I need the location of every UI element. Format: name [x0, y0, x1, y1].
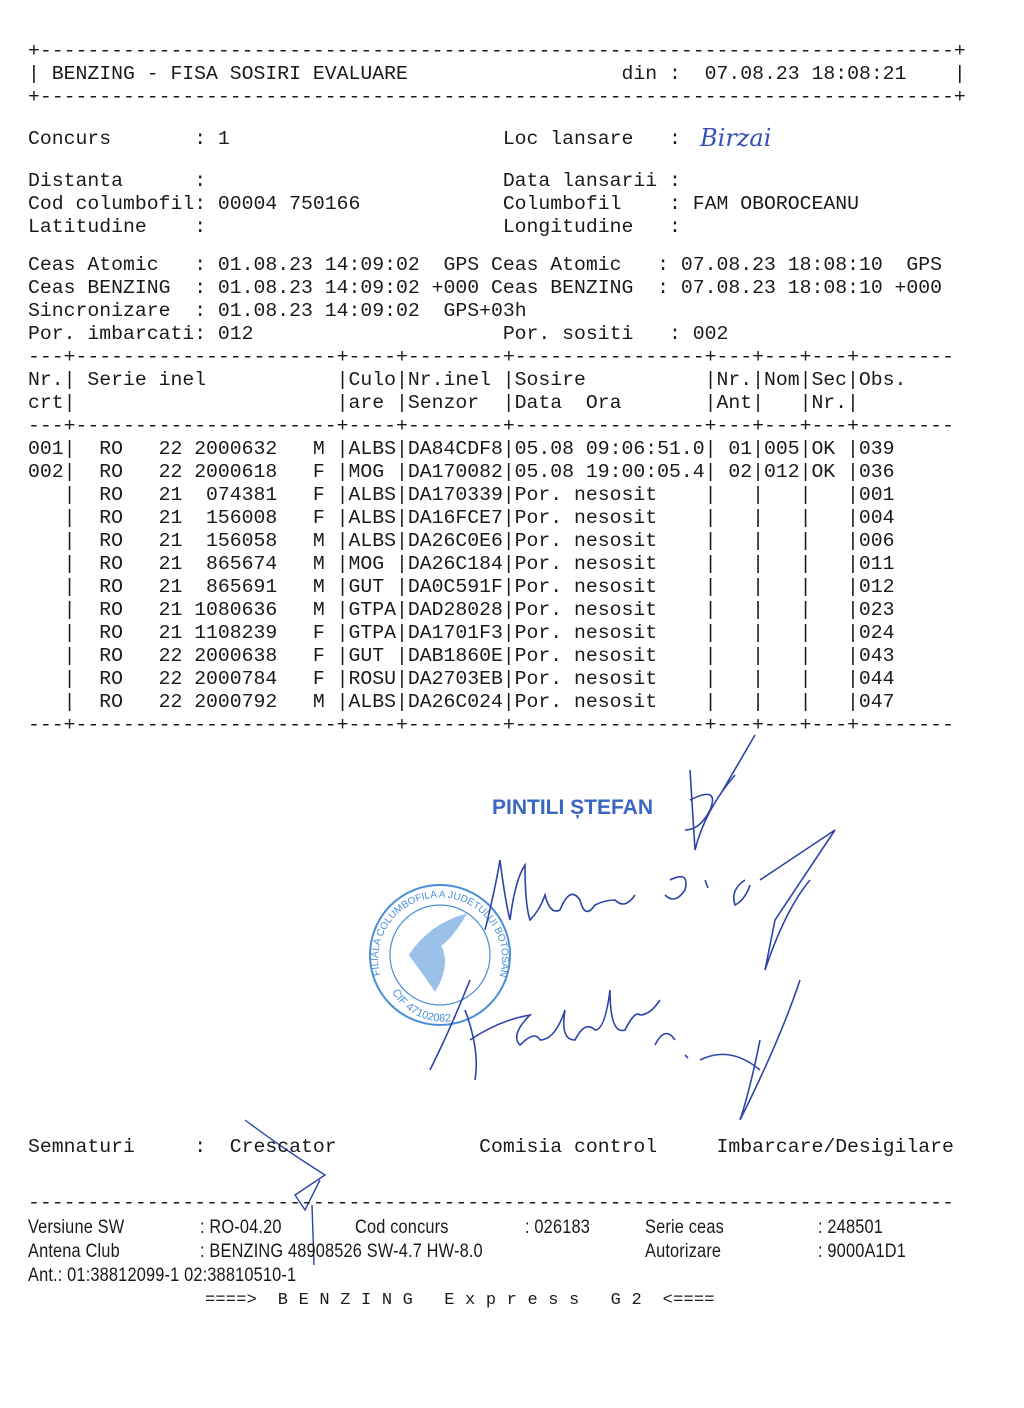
- senzor: DA84CDF8: [407, 438, 503, 460]
- column-separator: |: [502, 691, 515, 713]
- column-separator: |: [63, 622, 76, 644]
- column-separator: |: [847, 392, 859, 414]
- din-label: din :: [621, 63, 681, 85]
- column-separator: |: [395, 622, 408, 644]
- column-separator: |: [752, 392, 764, 414]
- column-separator: |: [752, 691, 764, 713]
- column-separator: |: [847, 645, 859, 667]
- ring-year: 22: [158, 668, 183, 690]
- header-sosire: Sosire: [514, 369, 586, 391]
- column-separator: |: [704, 461, 717, 483]
- column-separator: |: [63, 507, 76, 529]
- header-senzor: Nr.inel: [407, 369, 491, 391]
- header-obs: Obs.: [858, 369, 907, 391]
- document-title: BENZING - FISA SOSIRI EVALUARE: [51, 63, 408, 85]
- column-separator: |: [752, 622, 764, 644]
- concurs-label: Concurs :: [28, 128, 207, 150]
- column-separator: |: [502, 553, 515, 575]
- column-separator: |: [336, 691, 349, 713]
- antenna-ids: Ant.: 01:38812099-1 02:38810510-1: [28, 1265, 297, 1286]
- column-separator: |: [704, 645, 717, 667]
- column-separator: |: [799, 438, 812, 460]
- ring-year: 22: [158, 461, 183, 483]
- autorizare-label: Autorizare: [645, 1241, 722, 1262]
- ring-year: 21: [158, 530, 183, 552]
- table-rule-top: ---+----------------------+----+--------+----------------+---+---+---+--------: [28, 346, 954, 368]
- column-separator: |: [847, 599, 859, 621]
- signature-munteanu: [485, 830, 835, 970]
- column-separator: |: [752, 369, 764, 391]
- column-separator: |: [752, 484, 764, 506]
- ring-year: 21: [158, 622, 183, 644]
- column-separator: |: [63, 599, 76, 621]
- column-separator: |: [502, 507, 515, 529]
- obs: 036: [858, 461, 895, 483]
- culoare: GTPA: [348, 622, 396, 644]
- cod-columbofil-value: 00004 750166: [217, 193, 361, 215]
- ring-country: RO: [99, 668, 123, 690]
- column-separator: |: [63, 691, 76, 713]
- longitudine-label: Longitudine :: [502, 216, 681, 238]
- column-separator: |: [704, 507, 717, 529]
- culoare: MOG: [348, 461, 385, 483]
- obs: 006: [858, 530, 895, 552]
- column-separator: |: [63, 668, 76, 690]
- column-separator: |: [799, 668, 812, 690]
- signature-comisia-label: Comisia control: [479, 1136, 658, 1158]
- ring-number: 865674: [206, 553, 278, 575]
- column-separator: |: [395, 553, 408, 575]
- cod-columbofil-label: Cod columbofil:: [28, 193, 207, 215]
- footer-rule: ------------------------------------------------------------------------------: [28, 1192, 954, 1214]
- ring-country: RO: [99, 599, 123, 621]
- column-separator: |: [799, 392, 812, 414]
- senzor: DA1701F3: [407, 622, 503, 644]
- column-separator: |: [395, 461, 408, 483]
- column-separator: |: [847, 553, 859, 575]
- semnaturi-label: Semnaturi :: [28, 1136, 207, 1158]
- ring-country: RO: [99, 438, 123, 460]
- column-separator: |: [63, 369, 76, 391]
- sosire: Por. nesosit: [514, 691, 658, 713]
- obs: 011: [858, 553, 895, 575]
- column-separator: |: [336, 668, 349, 690]
- ring-number: 2000784: [194, 668, 278, 690]
- column-separator: |: [336, 369, 349, 391]
- sosire: Por. nesosit: [514, 507, 658, 529]
- culoare: ALBS: [348, 530, 396, 552]
- ring-year: 21: [158, 484, 183, 506]
- column-separator: |: [799, 576, 812, 598]
- column-separator: |: [336, 622, 349, 644]
- column-separator: |: [63, 576, 76, 598]
- seal-text: FILIALA COLUMBOFILA A JUDETULUI BOTOSAN: [369, 889, 511, 979]
- column-separator: |: [395, 668, 408, 690]
- column-separator: |: [395, 438, 408, 460]
- column-separator: |: [336, 507, 349, 529]
- seal-stamp: [370, 885, 510, 1025]
- column-separator: |: [752, 645, 764, 667]
- ring-country: RO: [99, 530, 123, 552]
- column-separator: |: [799, 622, 812, 644]
- column-separator: |: [395, 576, 408, 598]
- column-separator: |: [704, 553, 717, 575]
- culoare: ALBS: [348, 484, 396, 506]
- header-right-border: |: [953, 63, 966, 85]
- column-separator: |: [704, 622, 717, 644]
- column-separator: |: [502, 599, 515, 621]
- column-separator: |: [752, 668, 764, 690]
- column-separator: |: [502, 484, 515, 506]
- column-separator: |: [847, 622, 859, 644]
- column-separator: |: [704, 691, 717, 713]
- obs: 044: [858, 668, 895, 690]
- column-separator: |: [395, 530, 408, 552]
- ring-country: RO: [99, 576, 123, 598]
- column-separator: |: [847, 691, 859, 713]
- ring-country: RO: [99, 484, 123, 506]
- senzor: DA0C591F: [407, 576, 503, 598]
- ring-country: RO: [99, 622, 123, 644]
- column-separator: |: [799, 484, 812, 506]
- table-rule-bottom: ---+----------------------+----+--------+----------------+---+---+---+--------: [28, 714, 954, 736]
- signature-pintili: [685, 735, 755, 850]
- column-separator: |: [395, 484, 408, 506]
- ring-number: 2000618: [194, 461, 278, 483]
- column-separator: |: [752, 507, 764, 529]
- nr: 001: [28, 438, 64, 460]
- column-separator: |: [704, 369, 717, 391]
- column-separator: |: [704, 576, 717, 598]
- column-separator: |: [336, 553, 349, 575]
- senzor: DA2703EB: [407, 668, 503, 690]
- senzor: DA170082: [407, 461, 503, 483]
- ring-number: 2000632: [194, 438, 278, 460]
- nom: 012: [763, 461, 800, 483]
- culoare: ALBS: [348, 691, 396, 713]
- ring-sex: F: [312, 461, 325, 483]
- obs: 023: [858, 599, 895, 621]
- column-separator: |: [502, 668, 515, 690]
- culoare: ALBS: [348, 438, 396, 460]
- printed-name-stamp: PINTILI ȘTEFAN: [492, 796, 654, 819]
- column-separator: |: [799, 691, 812, 713]
- antena-label: Antena Club: [28, 1241, 120, 1262]
- header-culoare: Culo: [348, 369, 396, 391]
- ring-sex: M: [312, 553, 325, 575]
- versiune-value: : RO-04.20: [200, 1217, 282, 1238]
- senzor: DA26C0E6: [407, 530, 503, 552]
- header-left-border: |: [28, 63, 40, 85]
- culoare: ALBS: [348, 507, 396, 529]
- culoare: GTPA: [348, 599, 396, 621]
- ring-number: 1080636: [194, 599, 278, 621]
- ring-number: 2000638: [194, 645, 278, 667]
- senzor: DAD28028: [407, 599, 503, 621]
- column-separator: |: [395, 369, 408, 391]
- column-separator: |: [502, 392, 515, 414]
- column-separator: |: [799, 553, 812, 575]
- ring-sex: F: [312, 507, 325, 529]
- ant: 02: [728, 461, 753, 483]
- column-separator: |: [704, 668, 717, 690]
- column-separator: |: [336, 530, 349, 552]
- ring-year: 21: [158, 599, 183, 621]
- ring-sex: F: [312, 484, 325, 506]
- sosire: Por. nesosit: [514, 530, 658, 552]
- column-separator: |: [336, 484, 349, 506]
- sosire: 05.08 19:00:05.4: [514, 461, 705, 483]
- versiune-label: Versiune SW: [28, 1217, 125, 1238]
- column-separator: |: [502, 645, 515, 667]
- ring-number: 2000792: [194, 691, 278, 713]
- senzor: DA16FCE7: [407, 507, 503, 529]
- ring-country: RO: [99, 645, 123, 667]
- column-separator: |: [63, 530, 76, 552]
- ring-country: RO: [99, 691, 123, 713]
- header-rule-bottom: +-----------------------------------------------------------------------------+: [28, 86, 966, 108]
- obs: 004: [858, 507, 895, 529]
- culoare: GUT: [348, 645, 385, 667]
- clock-sync: Sincronizare : 01.08.23 14:09:02 GPS+03h: [28, 300, 527, 322]
- header-sec: Sec: [811, 369, 848, 391]
- ring-year: 22: [158, 438, 183, 460]
- ring-year: 21: [158, 507, 183, 529]
- column-separator: |: [704, 530, 717, 552]
- pigeons-arrived: Por. sositi : 002: [502, 323, 729, 345]
- column-separator: |: [752, 599, 764, 621]
- nom: 005: [763, 438, 800, 460]
- column-separator: |: [63, 645, 76, 667]
- column-separator: |: [752, 438, 764, 460]
- header-rule-top: +-----------------------------------------------------------------------------+: [28, 40, 966, 62]
- column-separator: |: [847, 530, 859, 552]
- clock-right-atomic: Ceas Atomic : 07.08.23 18:08:10 GPS: [490, 254, 943, 276]
- signature-crescator-label: Crescator: [229, 1136, 337, 1158]
- culoare: ROSU: [348, 668, 396, 690]
- columbofil-label: Columbofil :: [502, 193, 681, 215]
- header-culoare: are: [348, 392, 385, 414]
- culoare: MOG: [348, 553, 385, 575]
- brand-line: ====> B E N Z I N G E x p r e s s G 2 <====: [205, 1291, 715, 1310]
- serie-ceas-value: : 248501: [818, 1217, 883, 1238]
- column-separator: |: [336, 599, 349, 621]
- column-separator: |: [847, 507, 859, 529]
- signature-hardach: [430, 980, 800, 1120]
- pigeons-basketed: Por. imbarcati: 012: [28, 323, 254, 345]
- serie-ceas-label: Serie ceas: [645, 1217, 724, 1238]
- header-serie: Serie inel: [75, 369, 207, 391]
- header-sec: Nr.: [811, 392, 848, 414]
- header-ant: Nr.: [716, 369, 753, 391]
- header-sosire: Data Ora: [514, 392, 622, 414]
- column-separator: |: [395, 507, 408, 529]
- column-separator: |: [502, 438, 515, 460]
- cod-concurs-value: : 026183: [525, 1217, 590, 1238]
- print-datetime: 07.08.23 18:08:21: [704, 63, 907, 85]
- column-separator: |: [395, 645, 408, 667]
- data-lansarii-label: Data lansarii :: [502, 170, 681, 192]
- column-separator: |: [704, 484, 717, 506]
- senzor: DA170339: [407, 484, 503, 506]
- ring-sex: M: [312, 530, 325, 552]
- column-separator: |: [336, 576, 349, 598]
- senzor: DAB1860E: [407, 645, 503, 667]
- sosire: Por. nesosit: [514, 599, 658, 621]
- column-separator: |: [336, 438, 349, 460]
- ring-year: 22: [158, 645, 183, 667]
- obs: 012: [858, 576, 895, 598]
- column-separator: |: [752, 553, 764, 575]
- sec: OK: [811, 461, 836, 483]
- sosire: Por. nesosit: [514, 576, 658, 598]
- senzor: DA26C184: [407, 553, 503, 575]
- obs: 039: [858, 438, 895, 460]
- seal-cif: CIF 47102082: [389, 986, 452, 1025]
- header-senzor: Senzor: [407, 392, 480, 414]
- ant: 01: [728, 438, 753, 460]
- signature-imbarcare-label: Imbarcare/Desigilare: [716, 1136, 954, 1158]
- loc-lansare-handwritten: Birzai: [700, 124, 772, 152]
- ring-number: 1108239: [194, 622, 278, 644]
- cod-concurs-label: Cod concurs: [355, 1217, 449, 1238]
- column-separator: |: [847, 461, 859, 483]
- ring-country: RO: [99, 461, 123, 483]
- ring-number: 074381: [206, 484, 278, 506]
- obs: 043: [858, 645, 895, 667]
- column-separator: |: [63, 461, 76, 483]
- column-separator: |: [63, 484, 76, 506]
- antena-value: : BENZING 48908526 SW-4.7 HW-8.0: [200, 1241, 483, 1262]
- column-separator: |: [704, 599, 717, 621]
- sosire: Por. nesosit: [514, 645, 658, 667]
- ring-number: 156058: [206, 530, 278, 552]
- senzor: DA26C024: [407, 691, 503, 713]
- ring-sex: M: [312, 576, 325, 598]
- column-separator: |: [799, 645, 812, 667]
- ring-year: 22: [158, 691, 183, 713]
- column-separator: |: [799, 369, 812, 391]
- column-separator: |: [63, 392, 76, 414]
- table-rule-mid: ---+----------------------+----+--------+----------------+---+---+---+--------: [28, 415, 954, 437]
- ring-number: 156008: [206, 507, 278, 529]
- sosire: Por. nesosit: [514, 553, 658, 575]
- ring-country: RO: [99, 507, 123, 529]
- ring-year: 21: [158, 553, 183, 575]
- column-separator: |: [502, 530, 515, 552]
- ring-number: 865691: [206, 576, 278, 598]
- autorizare-value: : 9000A1D1: [818, 1241, 907, 1262]
- column-separator: |: [847, 668, 859, 690]
- obs: 047: [858, 691, 895, 713]
- column-separator: |: [395, 691, 408, 713]
- distanta-label: Distanta :: [28, 170, 207, 192]
- column-separator: |: [752, 576, 764, 598]
- column-separator: |: [799, 530, 812, 552]
- header-ant: Ant: [716, 392, 753, 414]
- column-separator: |: [752, 530, 764, 552]
- sosire: Por. nesosit: [514, 622, 658, 644]
- column-separator: |: [799, 599, 812, 621]
- ring-sex: F: [312, 668, 325, 690]
- column-separator: |: [847, 438, 859, 460]
- column-separator: |: [336, 461, 349, 483]
- obs: 024: [858, 622, 895, 644]
- ring-sex: F: [312, 622, 325, 644]
- header-nr: Nr.: [28, 369, 64, 391]
- latitudine-label: Latitudine :: [28, 216, 207, 238]
- loc-lansare-label: Loc lansare :: [502, 128, 681, 150]
- column-separator: |: [63, 438, 76, 460]
- concurs-value: 1: [217, 128, 230, 150]
- sec: OK: [811, 438, 836, 460]
- column-separator: |: [336, 392, 349, 414]
- column-separator: |: [502, 461, 515, 483]
- nr: 002: [28, 461, 64, 483]
- ring-year: 21: [158, 576, 183, 598]
- ring-country: RO: [99, 553, 123, 575]
- column-separator: |: [847, 369, 859, 391]
- column-separator: |: [799, 461, 812, 483]
- column-separator: |: [395, 599, 408, 621]
- column-separator: |: [799, 507, 812, 529]
- columbofil-value: FAM OBOROCEANU: [692, 193, 859, 215]
- column-separator: |: [336, 645, 349, 667]
- ring-sex: F: [312, 645, 325, 667]
- column-separator: |: [704, 438, 717, 460]
- clock-left-benzing: Ceas BENZING : 01.08.23 14:09:02 +000: [28, 277, 480, 299]
- column-separator: |: [847, 484, 859, 506]
- column-separator: |: [502, 576, 515, 598]
- column-separator: |: [63, 553, 76, 575]
- header-nom: Nom: [763, 369, 800, 391]
- column-separator: |: [847, 576, 859, 598]
- ring-sex: M: [312, 691, 325, 713]
- ring-sex: M: [312, 599, 325, 621]
- column-separator: |: [502, 622, 515, 644]
- column-separator: |: [502, 369, 515, 391]
- sosire: Por. nesosit: [514, 668, 658, 690]
- clock-left-atomic: Ceas Atomic : 01.08.23 14:09:02 GPS: [28, 254, 480, 276]
- clock-right-benzing: Ceas BENZING : 07.08.23 18:08:10 +000: [490, 277, 943, 299]
- ring-sex: M: [312, 438, 325, 460]
- header-nr: crt: [28, 392, 64, 414]
- sosire: 05.08 09:06:51.0: [514, 438, 705, 460]
- culoare: GUT: [348, 576, 385, 598]
- column-separator: |: [752, 461, 764, 483]
- sosire: Por. nesosit: [514, 484, 658, 506]
- column-separator: |: [704, 392, 717, 414]
- column-separator: |: [395, 392, 408, 414]
- obs: 001: [858, 484, 895, 506]
